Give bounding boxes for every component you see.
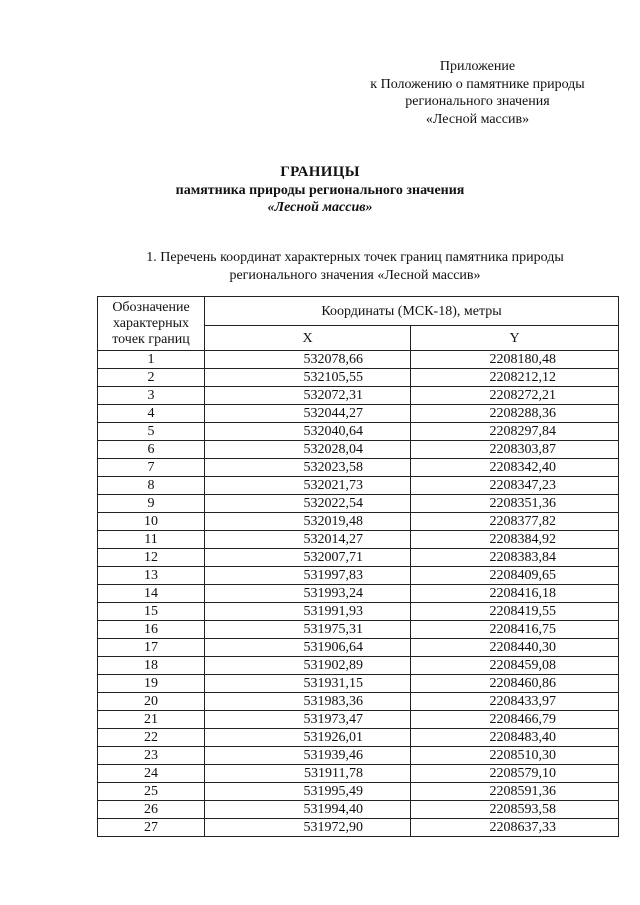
x-coordinate-cell: 531972,90 (205, 819, 411, 837)
point-number-cell: 13 (98, 567, 205, 585)
section-heading-line: 1. Перечень координат характерных точек границ памятника природы (146, 250, 564, 265)
x-coordinate-cell: 531973,47 (205, 711, 411, 729)
x-coordinate-cell: 531902,89 (205, 657, 411, 675)
y-coordinate-cell: 2208440,30 (411, 639, 619, 657)
point-number-cell: 19 (98, 675, 205, 693)
table-row (98, 819, 619, 837)
y-coordinate-cell: 2208591,36 (411, 783, 619, 801)
y-coordinate-cell: 2208459,08 (411, 657, 619, 675)
table-row (98, 657, 619, 675)
document-title: ГРАНИЦЫ (280, 164, 360, 180)
x-coordinate-cell: 531926,01 (205, 729, 411, 747)
point-number-cell: 16 (98, 621, 205, 639)
table-row (98, 693, 619, 711)
x-coordinate-cell: 532021,73 (205, 477, 411, 495)
table-row (98, 387, 619, 405)
table-row (98, 621, 619, 639)
y-coordinate-cell: 2208297,84 (411, 423, 619, 441)
x-coordinate-cell: 531983,36 (205, 693, 411, 711)
y-coordinate-cell: 2208579,10 (411, 765, 619, 783)
x-coordinate-cell: 532007,71 (205, 549, 411, 567)
y-coordinate-cell: 2208288,36 (411, 405, 619, 423)
y-coordinate-cell: 2208180,48 (411, 351, 619, 369)
y-coordinate-cell: 2208351,36 (411, 495, 619, 513)
point-number-cell: 12 (98, 549, 205, 567)
y-coordinate-cell: 2208416,75 (411, 621, 619, 639)
x-coordinate-cell: 532044,27 (205, 405, 411, 423)
point-number-cell: 4 (98, 405, 205, 423)
y-coordinate-cell: 2208416,18 (411, 585, 619, 603)
point-number-cell: 2 (98, 369, 205, 387)
table-row (98, 585, 619, 603)
point-number-cell: 8 (98, 477, 205, 495)
table-row (98, 459, 619, 477)
table-row (98, 765, 619, 783)
y-coordinate-cell: 2208409,65 (411, 567, 619, 585)
y-column-header: Y (411, 326, 619, 351)
x-coordinate-cell: 532105,55 (205, 369, 411, 387)
x-coordinate-cell: 531931,15 (205, 675, 411, 693)
point-number-cell: 17 (98, 639, 205, 657)
table-row (98, 603, 619, 621)
point-number-cell: 6 (98, 441, 205, 459)
x-coordinate-cell: 531991,93 (205, 603, 411, 621)
x-coordinate-cell: 532014,27 (205, 531, 411, 549)
x-coordinate-cell: 532078,66 (205, 351, 411, 369)
point-number-cell: 3 (98, 387, 205, 405)
document-object-name: «Лесной массив» (267, 200, 373, 215)
coordinates-table-body (98, 351, 619, 837)
table-row (98, 441, 619, 459)
x-coordinate-cell: 532072,31 (205, 387, 411, 405)
x-coordinate-cell: 532040,64 (205, 423, 411, 441)
document-subtitle: памятника природы регионального значения (175, 183, 465, 198)
point-number-cell: 18 (98, 657, 205, 675)
table-row (98, 711, 619, 729)
y-coordinate-cell: 2208347,23 (411, 477, 619, 495)
section-heading (90, 249, 620, 285)
point-number-cell: 1 (98, 351, 205, 369)
appendix-line: Приложение (439, 59, 516, 74)
appendix-line: «Лесной массив» (425, 111, 530, 127)
point-number-cell: 14 (98, 585, 205, 603)
y-coordinate-cell: 2208460,86 (411, 675, 619, 693)
point-number-cell: 15 (98, 603, 205, 621)
appendix-line: регионального значения (405, 94, 550, 109)
point-number-cell: 27 (98, 819, 205, 837)
y-coordinate-cell: 2208212,12 (411, 369, 619, 387)
x-coordinate-cell: 531906,64 (205, 639, 411, 657)
point-number-cell: 23 (98, 747, 205, 765)
table-row (98, 405, 619, 423)
points-header-line: Обозначение (112, 299, 190, 315)
point-number-cell: 20 (98, 693, 205, 711)
x-coordinate-cell: 531994,40 (205, 801, 411, 819)
coordinates-table (97, 296, 619, 837)
y-coordinate-cell: 2208510,30 (411, 747, 619, 765)
table-row (98, 423, 619, 441)
x-coordinate-cell: 532022,54 (205, 495, 411, 513)
table-row (98, 639, 619, 657)
y-coordinate-cell: 2208637,33 (411, 819, 619, 837)
table-row (98, 783, 619, 801)
points-header-line: характерных (112, 315, 190, 331)
x-coordinate-cell: 531995,49 (205, 783, 411, 801)
table-row (98, 567, 619, 585)
table-row (98, 729, 619, 747)
y-coordinate-cell: 2208466,79 (411, 711, 619, 729)
table-row (98, 747, 619, 765)
point-number-cell: 26 (98, 801, 205, 819)
table-row (98, 513, 619, 531)
points-column-header (98, 297, 205, 351)
point-number-cell: 25 (98, 783, 205, 801)
point-number-cell: 11 (98, 531, 205, 549)
point-number-cell: 10 (98, 513, 205, 531)
y-coordinate-cell: 2208419,55 (411, 603, 619, 621)
y-coordinate-cell: 2208303,87 (411, 441, 619, 459)
x-coordinate-cell: 532028,04 (205, 441, 411, 459)
coordinates-group-header: Координаты (МСК-18), метры (205, 297, 619, 326)
x-coordinate-cell: 532019,48 (205, 513, 411, 531)
y-coordinate-cell: 2208383,84 (411, 549, 619, 567)
y-coordinate-cell: 2208433,97 (411, 693, 619, 711)
table-row (98, 549, 619, 567)
y-coordinate-cell: 2208593,58 (411, 801, 619, 819)
points-header-line: точек границ (112, 331, 190, 347)
x-coordinate-cell: 531975,31 (205, 621, 411, 639)
section-heading-line: регионального значения «Лесной массив» (229, 268, 481, 283)
table-row (98, 369, 619, 387)
appendix-note (340, 58, 615, 128)
y-coordinate-cell: 2208483,40 (411, 729, 619, 747)
point-number-cell: 7 (98, 459, 205, 477)
table-row (98, 477, 619, 495)
x-coordinate-cell: 531939,46 (205, 747, 411, 765)
table-row (98, 801, 619, 819)
y-coordinate-cell: 2208342,40 (411, 459, 619, 477)
y-coordinate-cell: 2208377,82 (411, 513, 619, 531)
x-column-header: X (205, 326, 411, 351)
y-coordinate-cell: 2208384,92 (411, 531, 619, 549)
x-coordinate-cell: 532023,58 (205, 459, 411, 477)
x-coordinate-cell: 531911,78 (205, 765, 411, 783)
table-row (98, 531, 619, 549)
point-number-cell: 24 (98, 765, 205, 783)
x-coordinate-cell: 531993,24 (205, 585, 411, 603)
y-coordinate-cell: 2208272,21 (411, 387, 619, 405)
table-row (98, 351, 619, 369)
x-coordinate-cell: 531997,83 (205, 567, 411, 585)
table-row (98, 495, 619, 513)
point-number-cell: 21 (98, 711, 205, 729)
point-number-cell: 22 (98, 729, 205, 747)
table-row (98, 675, 619, 693)
point-number-cell: 9 (98, 495, 205, 513)
point-number-cell: 5 (98, 423, 205, 441)
appendix-line: к Положению о памятнике природы (370, 76, 585, 92)
